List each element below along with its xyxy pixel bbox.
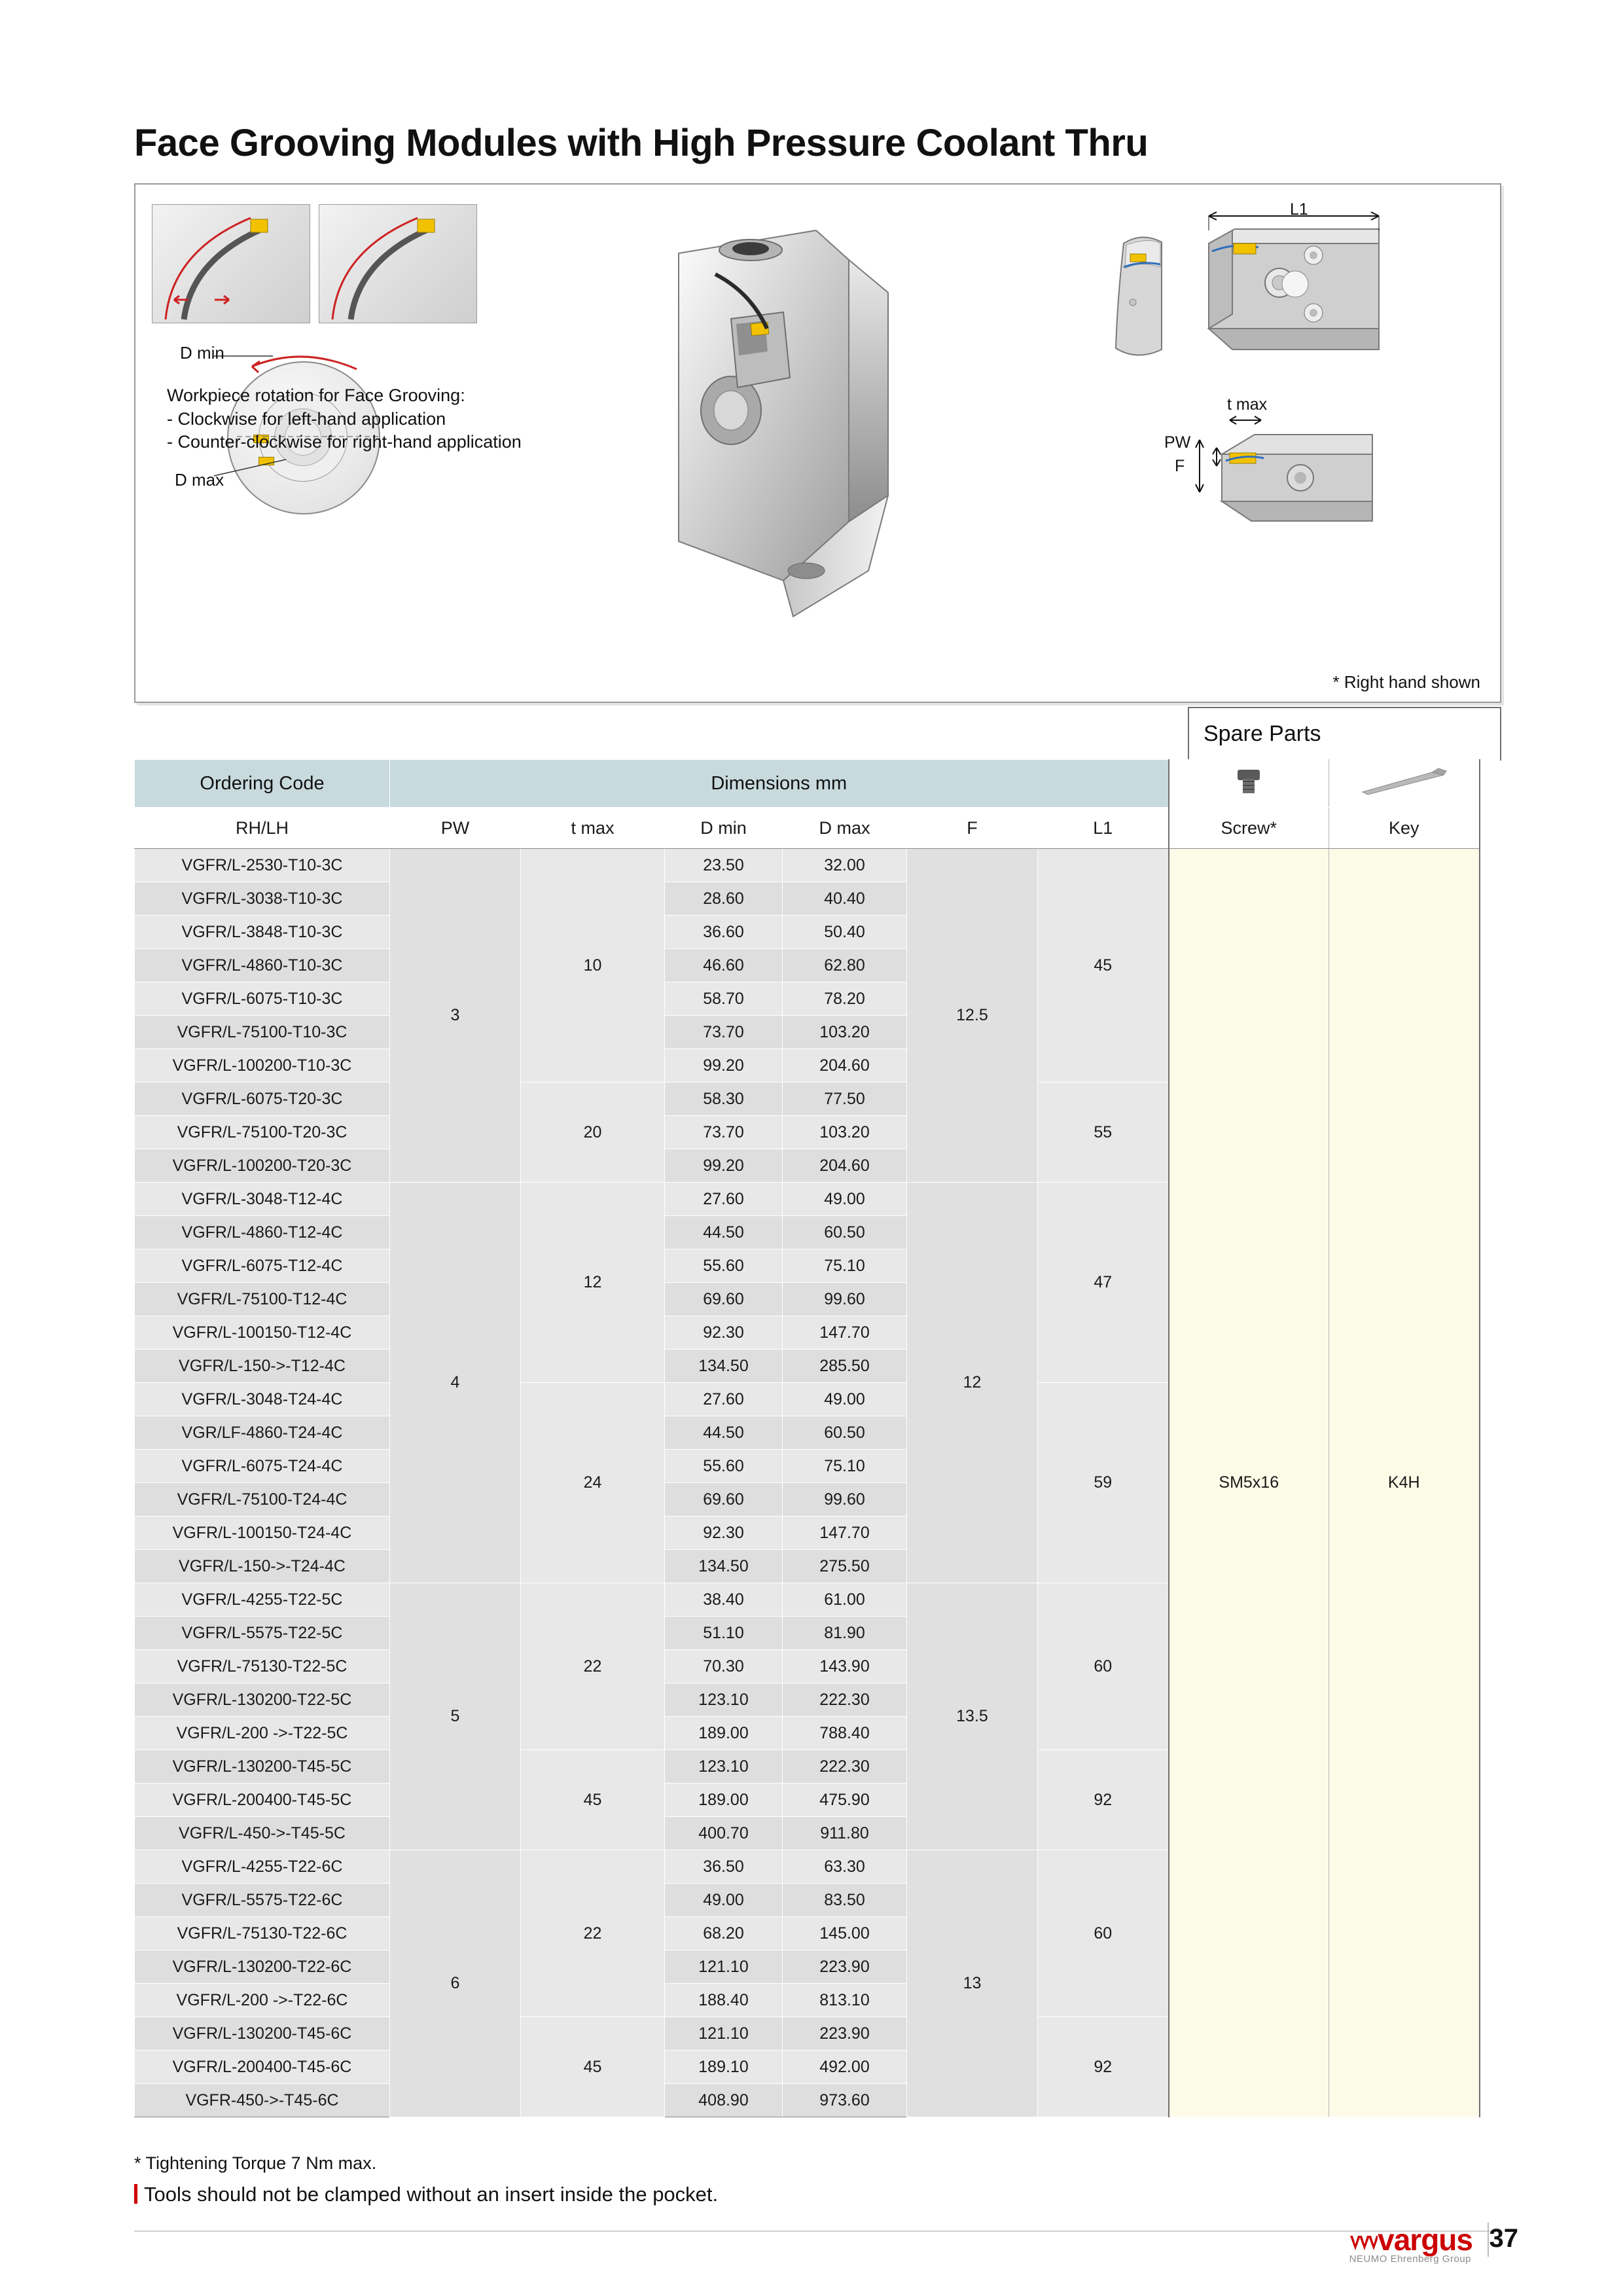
ordering-code: VGFR/L-75130-T22-6C xyxy=(135,1917,390,1950)
col-dmax: D max xyxy=(783,808,907,849)
ordering-code: VGFR/L-75130-T22-5C xyxy=(135,1650,390,1683)
dmin-value: 121.10 xyxy=(665,2017,783,2051)
dmax-value: 83.50 xyxy=(783,1884,907,1917)
ordering-code: VGFR/L-100150-T24-4C xyxy=(135,1516,390,1550)
face-grooving-diagram-1 xyxy=(152,204,310,323)
dmax-value: 204.60 xyxy=(783,1049,907,1083)
dmax-value: 99.60 xyxy=(783,1283,907,1316)
f-value: 13.5 xyxy=(907,1583,1038,1850)
dmax-value: 285.50 xyxy=(783,1350,907,1383)
ordering-code: VGFR/L-130200-T22-6C xyxy=(135,1950,390,1984)
dmin-value: 121.10 xyxy=(665,1950,783,1984)
col-rh-lh: RH/LH xyxy=(135,808,390,849)
vargus-mark-icon xyxy=(1349,2233,1378,2253)
dmax-value: 788.40 xyxy=(783,1717,907,1750)
dmax-value: 63.30 xyxy=(783,1850,907,1884)
dmin-value: 189.00 xyxy=(665,1784,783,1817)
ordering-code: VGFR/L-200 ->-T22-6C xyxy=(135,1984,390,2017)
dmax-value: 204.60 xyxy=(783,1149,907,1183)
tmax-value: 45 xyxy=(521,1750,665,1850)
d-max-label: D max xyxy=(175,470,224,490)
l1-value: 45 xyxy=(1038,849,1169,1083)
dmin-value: 49.00 xyxy=(665,1884,783,1917)
header-key-icon-cell xyxy=(1329,760,1480,808)
dmax-value: 145.00 xyxy=(783,1917,907,1950)
dmin-value: 27.60 xyxy=(665,1183,783,1216)
tmax-value: 22 xyxy=(521,1583,665,1750)
brand-name: vargus xyxy=(1378,2223,1472,2257)
hex-key-icon xyxy=(1355,766,1453,797)
dmin-value: 36.50 xyxy=(665,1850,783,1884)
torque-footnote: * Tightening Torque 7 Nm max. xyxy=(134,2153,377,2173)
f-dim-label: F xyxy=(1175,457,1185,475)
ordering-code: VGFR/L-75100-T20-3C xyxy=(135,1116,390,1149)
dmax-value: 103.20 xyxy=(783,1016,907,1049)
ordering-code: VGFR/L-150->-T12-4C xyxy=(135,1350,390,1383)
ordering-code: VGFR/L-75100-T24-4C xyxy=(135,1483,390,1516)
page-number: 37 xyxy=(1489,2224,1518,2253)
l1-value: 60 xyxy=(1038,1583,1169,1750)
illustration-panel xyxy=(134,183,1501,703)
red-accent-bar xyxy=(134,2184,137,2204)
dmax-value: 75.10 xyxy=(783,1450,907,1483)
tmax-value: 20 xyxy=(521,1083,665,1183)
col-l1: L1 xyxy=(1038,808,1169,849)
ordering-table xyxy=(134,759,1480,2117)
tech-drawing-svg xyxy=(1104,204,1490,623)
l1-value: 59 xyxy=(1038,1383,1169,1583)
ordering-code: VGFR/L-200 ->-T22-5C xyxy=(135,1717,390,1750)
tmax-value: 22 xyxy=(521,1850,665,2017)
ordering-code: VGFR/L-4255-T22-6C xyxy=(135,1850,390,1884)
key-value: K4H xyxy=(1329,849,1480,2117)
dmax-value: 49.00 xyxy=(783,1383,907,1416)
dmax-value: 147.70 xyxy=(783,1516,907,1550)
dmin-value: 58.70 xyxy=(665,982,783,1016)
d-min-label: D min xyxy=(180,343,224,363)
dmin-value: 44.50 xyxy=(665,1416,783,1450)
dmin-value: 134.50 xyxy=(665,1550,783,1583)
col-screw: Screw* xyxy=(1169,808,1329,849)
dmax-value: 475.90 xyxy=(783,1784,907,1817)
l1-value: 92 xyxy=(1038,2017,1169,2117)
ordering-code: VGFR/L-75100-T10-3C xyxy=(135,1016,390,1049)
dmax-value: 77.50 xyxy=(783,1083,907,1116)
dmax-value: 81.90 xyxy=(783,1617,907,1650)
ordering-code: VGFR/L-75100-T12-4C xyxy=(135,1283,390,1316)
dmin-value: 408.90 xyxy=(665,2084,783,2117)
dmax-value: 49.00 xyxy=(783,1183,907,1216)
dmin-value: 55.60 xyxy=(665,1249,783,1283)
dmax-value: 492.00 xyxy=(783,2051,907,2084)
col-dmin: D min xyxy=(665,808,783,849)
dmax-value: 62.80 xyxy=(783,949,907,982)
l1-dim-label: L1 xyxy=(1290,200,1308,219)
col-key: Key xyxy=(1329,808,1480,849)
dmin-value: 189.10 xyxy=(665,2051,783,2084)
ordering-code: VGFR/L-450->-T45-5C xyxy=(135,1817,390,1850)
dmin-value: 134.50 xyxy=(665,1350,783,1383)
dmin-value: 188.40 xyxy=(665,1984,783,2017)
ordering-code: VGFR/L-6075-T12-4C xyxy=(135,1249,390,1283)
note-line-2: - Clockwise for left-hand application xyxy=(167,408,446,429)
dmin-value: 55.60 xyxy=(665,1450,783,1483)
tmax-value: 24 xyxy=(521,1383,665,1583)
dmin-value: 70.30 xyxy=(665,1650,783,1683)
table-column-header-row xyxy=(135,808,1480,849)
note-line-3: - Counter-clockwise for right-hand application xyxy=(167,432,522,452)
dmax-value: 40.40 xyxy=(783,882,907,916)
ordering-code: VGFR/L-100200-T10-3C xyxy=(135,1049,390,1083)
brand-subtitle: NEUMO Ehrenberg Group xyxy=(1349,2253,1471,2265)
dmin-value: 28.60 xyxy=(665,882,783,916)
dmax-value: 222.30 xyxy=(783,1683,907,1717)
ordering-code: VGFR/L-6075-T10-3C xyxy=(135,982,390,1016)
f-value: 12 xyxy=(907,1183,1038,1583)
workpiece-rotation-note xyxy=(167,384,522,454)
clamp-footnote xyxy=(134,2183,718,2206)
dmax-value: 75.10 xyxy=(783,1249,907,1283)
ordering-code: VGFR/L-6075-T24-4C xyxy=(135,1450,390,1483)
spare-parts-title: Spare Parts xyxy=(1204,721,1321,746)
dmax-value: 60.50 xyxy=(783,1216,907,1249)
dmin-value: 46.60 xyxy=(665,949,783,982)
col-pw: PW xyxy=(390,808,521,849)
dmin-value: 400.70 xyxy=(665,1817,783,1850)
dmax-value: 973.60 xyxy=(783,2084,907,2117)
dmax-value: 223.90 xyxy=(783,1950,907,1984)
dmin-value: 99.20 xyxy=(665,1149,783,1183)
col-tmax: t max xyxy=(521,808,665,849)
technical-drawings xyxy=(1104,200,1490,623)
header-ordering-code: Ordering Code xyxy=(135,760,390,808)
f-value: 13 xyxy=(907,1850,1038,2117)
ordering-code: VGFR/L-5575-T22-6C xyxy=(135,1884,390,1917)
l1-value: 92 xyxy=(1038,1750,1169,1850)
f-value: 12.5 xyxy=(907,849,1038,1183)
ordering-code: VGFR-450->-T45-6C xyxy=(135,2084,390,2117)
ordering-code: VGFR/L-3048-T24-4C xyxy=(135,1383,390,1416)
dmin-value: 69.60 xyxy=(665,1283,783,1316)
right-hand-shown-note: * Right hand shown xyxy=(1332,672,1480,692)
tmax-value: 12 xyxy=(521,1183,665,1383)
grooving-arc-1-icon xyxy=(152,205,310,323)
dmin-value: 58.30 xyxy=(665,1083,783,1116)
dmin-value: 69.60 xyxy=(665,1483,783,1516)
l1-value: 47 xyxy=(1038,1183,1169,1383)
l1-value: 55 xyxy=(1038,1083,1169,1183)
col-f: F xyxy=(907,808,1038,849)
ordering-code: VGFR/L-4860-T12-4C xyxy=(135,1216,390,1249)
pw-value: 6 xyxy=(390,1850,521,2117)
screw-value: SM5x16 xyxy=(1169,849,1329,2117)
footer-divider xyxy=(134,2231,1499,2232)
tmax-value: 10 xyxy=(521,849,665,1083)
dmin-value: 123.10 xyxy=(665,1750,783,1784)
spare-parts-header-box xyxy=(1188,707,1501,761)
ordering-code: VGFR/L-200400-T45-6C xyxy=(135,2051,390,2084)
ordering-code: VGFR/L-100200-T20-3C xyxy=(135,1149,390,1183)
dmin-value: 92.30 xyxy=(665,1516,783,1550)
ordering-code: VGFR/L-130200-T22-5C xyxy=(135,1683,390,1717)
l1-value: 60 xyxy=(1038,1850,1169,2017)
page-title: Face Grooving Modules with High Pressure Coolant Thru xyxy=(134,122,1149,164)
dmax-value: 99.60 xyxy=(783,1483,907,1516)
dmin-value: 123.10 xyxy=(665,1683,783,1717)
pw-dim-label: PW xyxy=(1164,433,1191,452)
face-grooving-diagram-2 xyxy=(319,204,477,323)
dmin-value: 27.60 xyxy=(665,1383,783,1416)
screw-icon xyxy=(1219,766,1278,797)
dmax-value: 223.90 xyxy=(783,2017,907,2051)
ordering-code: VGFR/L-3048-T12-4C xyxy=(135,1183,390,1216)
pw-value: 3 xyxy=(390,849,521,1183)
dmax-value: 78.20 xyxy=(783,982,907,1016)
dmin-value: 73.70 xyxy=(665,1116,783,1149)
ordering-code: VGFR/L-4255-T22-5C xyxy=(135,1583,390,1617)
grooving-arc-2-icon xyxy=(319,205,476,323)
dmax-value: 103.20 xyxy=(783,1116,907,1149)
ordering-code: VGFR/L-130200-T45-6C xyxy=(135,2017,390,2051)
dmin-value: 92.30 xyxy=(665,1316,783,1350)
dmax-value: 60.50 xyxy=(783,1416,907,1450)
dmax-value: 222.30 xyxy=(783,1750,907,1784)
ordering-code: VGFR/L-5575-T22-5C xyxy=(135,1617,390,1650)
ordering-code: VGFR/L-100150-T12-4C xyxy=(135,1316,390,1350)
ordering-code: VGFR/L-3038-T10-3C xyxy=(135,882,390,916)
clamp-footnote-text: Tools should not be clamped without an insert inside the pocket. xyxy=(144,2183,719,2206)
dmin-value: 36.60 xyxy=(665,916,783,949)
dmin-value: 189.00 xyxy=(665,1717,783,1750)
dmax-value: 147.70 xyxy=(783,1316,907,1350)
ordering-code: VGFR/L-130200-T45-5C xyxy=(135,1750,390,1784)
note-line-1: Workpiece rotation for Face Grooving: xyxy=(167,386,465,405)
dmin-value: 73.70 xyxy=(665,1016,783,1049)
dmin-value: 51.10 xyxy=(665,1617,783,1650)
dmin-value: 44.50 xyxy=(665,1216,783,1249)
ordering-code: VGR/LF-4860-T24-4C xyxy=(135,1416,390,1450)
ordering-code: VGFR/L-4860-T10-3C xyxy=(135,949,390,982)
header-screw-icon-cell xyxy=(1169,760,1329,808)
tmax-dim-label: t max xyxy=(1227,395,1268,414)
pw-value: 4 xyxy=(390,1183,521,1583)
module-3d-illustration xyxy=(652,214,934,620)
ordering-code: VGFR/L-2530-T10-3C xyxy=(135,849,390,882)
ordering-code: VGFR/L-150->-T24-4C xyxy=(135,1550,390,1583)
dmax-value: 50.40 xyxy=(783,916,907,949)
dmin-value: 23.50 xyxy=(665,849,783,882)
dmax-value: 813.10 xyxy=(783,1984,907,2017)
tool-module-image xyxy=(652,214,934,620)
dmax-value: 911.80 xyxy=(783,1817,907,1850)
dmin-value: 68.20 xyxy=(665,1917,783,1950)
dmax-value: 61.00 xyxy=(783,1583,907,1617)
dmax-value: 143.90 xyxy=(783,1650,907,1683)
dmin-value: 38.40 xyxy=(665,1583,783,1617)
brand-logo xyxy=(1349,2222,1472,2257)
dmax-value: 32.00 xyxy=(783,849,907,882)
pw-value: 5 xyxy=(390,1583,521,1850)
table-group-header-row xyxy=(135,760,1480,808)
tmax-value: 45 xyxy=(521,2017,665,2117)
ordering-code: VGFR/L-3848-T10-3C xyxy=(135,916,390,949)
table-row xyxy=(135,849,1480,882)
dmin-value: 99.20 xyxy=(665,1049,783,1083)
ordering-code: VGFR/L-6075-T20-3C xyxy=(135,1083,390,1116)
header-dimensions: Dimensions mm xyxy=(390,760,1169,808)
ordering-code: VGFR/L-200400-T45-5C xyxy=(135,1784,390,1817)
dmax-value: 275.50 xyxy=(783,1550,907,1583)
